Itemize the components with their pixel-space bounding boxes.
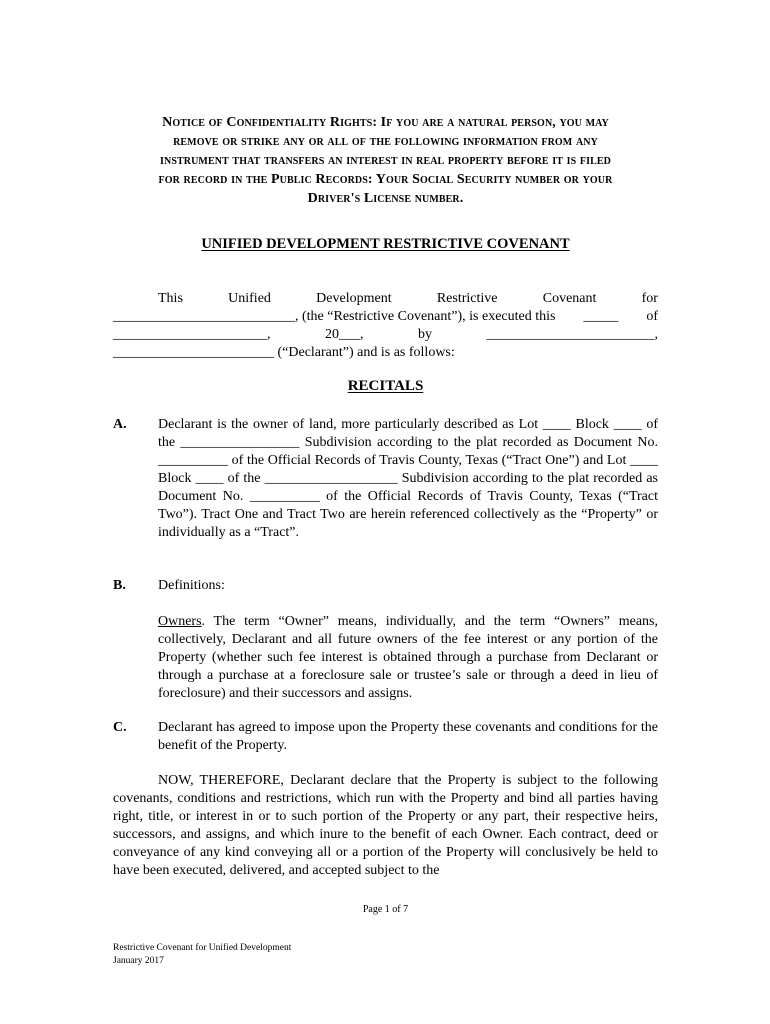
intro-word: for xyxy=(641,291,658,306)
intro-line-4 xyxy=(113,344,658,362)
intro-paragraph xyxy=(113,290,658,362)
intro-text: _______________________ (“Declarant”) and is as follows: xyxy=(113,345,455,360)
intro-line-1 xyxy=(113,290,658,308)
owners-definition: . The term “Owner” means, individually, and the term “Owners” means, collectively, Declarant and all future owners of the fee interest or any portion of the Property (whether such fee interest is obtained through a purchase from Declarant or through a purchase at a foreclosure sale or trustee’s sale or through a deed in lieu of foreclosure) and their successors and assigns. xyxy=(158,614,658,701)
recital-a-label: A. xyxy=(113,417,127,432)
recital-b-text: Definitions: xyxy=(158,578,225,593)
footer-title: Restrictive Covenant for Unified Development xyxy=(113,943,292,953)
intro-word: Restrictive xyxy=(436,291,498,306)
intro-line-2 xyxy=(113,308,658,326)
notice-line-5: Driver's License number. xyxy=(307,191,464,206)
confidentiality-notice xyxy=(113,113,658,208)
notice-line-4: for record in the Public Records: Your Social Security number or your xyxy=(158,172,613,187)
therefore-paragraph: NOW, THEREFORE, Declarant declare that the Property is subject to the following covenants, conditions and restrictions, which run with the Property and bind all parties having right, title, or interest in or to such portion of the Property or any part, their respective heirs, successors, and assigns, and which inure to the benefit of each Owner. Each contract, deed or conveyance of any kind conveying all or a portion of the Property will conclusively be held to have been executed, delivered, and accepted subject to the xyxy=(113,773,658,878)
intro-word: Covenant xyxy=(542,291,597,306)
recital-a-text: Declarant is the owner of land, more particularly described as Lot ____ Block ____ of the _________________ Subdivision according to the plat recorded as Document No. __________ of the Official Records of Travis County, Texas (“Tract One”) and Lot ____ Block ____ of the ___________________ Subdivision according to the plat recorded as Document No. __________ of the Official Records of Travis County, Texas (“Tract Two”). Tract One and Tract Two are herein referenced collectively as the “Property” or individually as a “Tract”. xyxy=(158,417,658,540)
intro-word: Unified xyxy=(228,291,271,306)
document-title: UNIFIED DEVELOPMENT RESTRICTIVE COVENANT xyxy=(201,236,570,252)
intro-word: This xyxy=(158,291,183,306)
blank-declarant: ________________________, xyxy=(486,327,658,342)
definition-owners xyxy=(158,613,658,703)
blank-month: ______________________, xyxy=(113,327,271,342)
blank-property-name: __________________________ xyxy=(113,309,295,324)
footer-date: January 2017 xyxy=(113,956,164,966)
blank-year: 20___, xyxy=(325,327,364,342)
recital-c-label: C. xyxy=(113,720,127,735)
blank-day: _____ xyxy=(583,309,619,324)
intro-word: Development xyxy=(316,291,392,306)
document-footer xyxy=(113,942,291,968)
recital-c-text: Declarant has agreed to impose upon the Property these covenants and conditions for the benefit of the Property. xyxy=(158,720,658,753)
recitals-heading: RECITALS xyxy=(347,378,424,394)
page-number: Page 1 of 7 xyxy=(362,904,409,915)
notice-line-1: Notice of Confidentiality Rights: If you are a natural person, you may xyxy=(162,115,609,130)
intro-segment xyxy=(113,308,555,326)
recital-b-label: B. xyxy=(113,578,126,593)
intro-text: by xyxy=(418,327,432,342)
intro-line-3 xyxy=(113,326,658,344)
notice-line-3: instrument that transfers an interest in real property before it is filed xyxy=(160,153,611,168)
notice-line-2: remove or strike any or all of the following information from any xyxy=(173,134,598,149)
owners-term: Owners xyxy=(158,614,202,629)
intro-text: of xyxy=(646,309,658,324)
intro-text: , (the “Restrictive Covenant”), is executed this xyxy=(295,309,556,324)
